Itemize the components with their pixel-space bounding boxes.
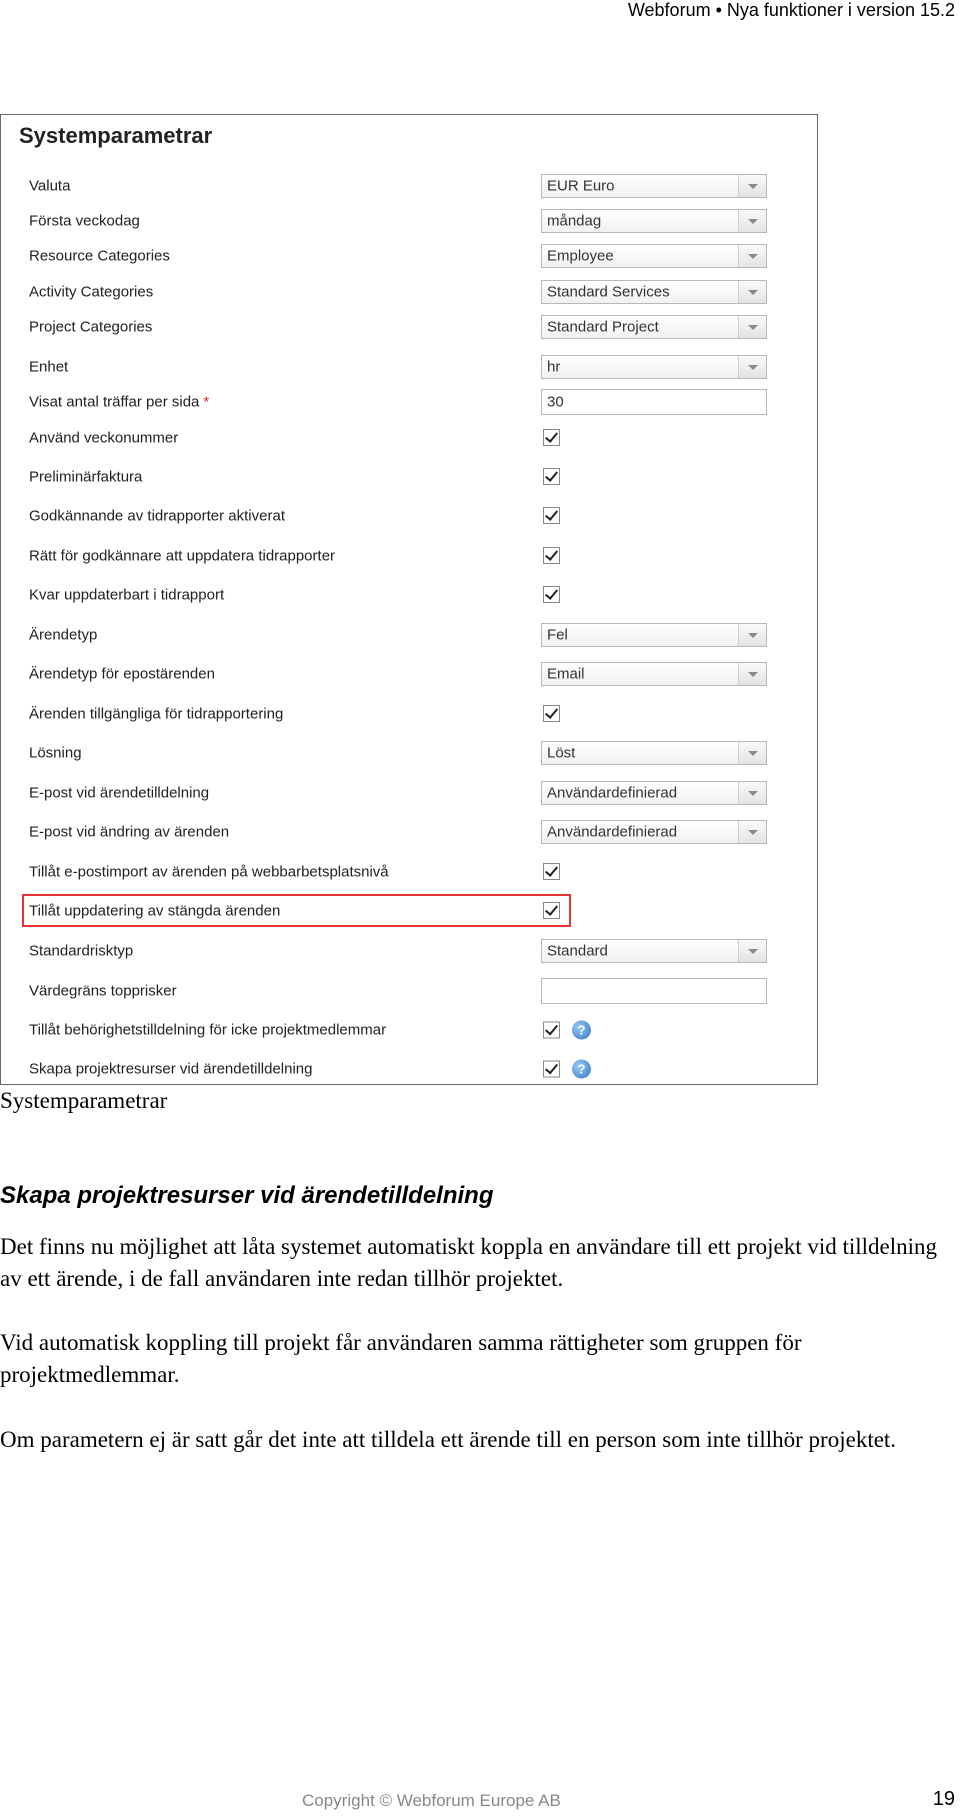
select-value: Användardefinierad <box>547 784 678 802</box>
setting-row <box>1 697 817 731</box>
setting-label: Första veckodag <box>29 212 140 230</box>
setting-control <box>541 939 767 963</box>
page-number: 19 <box>932 1788 955 1810</box>
select-value: Standard <box>547 942 608 960</box>
footer-copyright: Copyright © Webforum Europe AB <box>302 1791 561 1810</box>
select-value: Användardefinierad <box>547 823 678 841</box>
setting-checkbox[interactable] <box>543 507 560 524</box>
required-mark: * <box>203 393 210 411</box>
setting-control <box>541 781 767 805</box>
help-icon[interactable]: ? <box>572 1021 591 1040</box>
setting-label: Activity Categories <box>29 283 154 301</box>
setting-control <box>541 315 767 339</box>
setting-row <box>1 1052 817 1086</box>
chevron-down-icon[interactable] <box>738 175 766 197</box>
setting-row <box>1 894 817 928</box>
setting-checkbox[interactable] <box>543 547 560 564</box>
setting-checkbox[interactable] <box>543 1022 560 1039</box>
setting-label: Lösning <box>29 744 82 762</box>
chevron-down-icon[interactable] <box>738 940 766 962</box>
chevron-down-icon[interactable] <box>738 821 766 843</box>
setting-label: E-post vid ändring av ärenden <box>29 823 230 841</box>
setting-control <box>541 209 767 233</box>
setting-label: Tillåt uppdatering av stängda ärenden <box>29 902 281 920</box>
setting-checkbox[interactable] <box>543 468 560 485</box>
setting-text-input[interactable] <box>541 389 767 415</box>
setting-select[interactable] <box>541 315 767 339</box>
setting-label: Rätt för godkännare att uppdatera tidrapporter <box>29 547 336 565</box>
setting-row <box>1 275 817 309</box>
setting-row <box>1 239 817 273</box>
setting-checkbox[interactable] <box>543 1061 560 1078</box>
setting-row <box>1 1013 817 1047</box>
setting-select[interactable] <box>541 623 767 647</box>
setting-row <box>1 855 817 889</box>
setting-label: Preliminärfaktura <box>29 468 143 486</box>
paragraph-2: Vid automatisk koppling till projekt får användaren samma rättigheter som gruppen för projektmedlemmar. <box>0 1330 802 1387</box>
chevron-down-icon[interactable] <box>738 742 766 764</box>
setting-control <box>543 547 560 565</box>
setting-label: Standardrisktyp <box>29 942 134 960</box>
setting-control <box>541 355 767 379</box>
setting-row <box>1 421 817 455</box>
setting-select[interactable] <box>541 244 767 268</box>
setting-select[interactable] <box>541 939 767 963</box>
setting-control <box>541 623 767 647</box>
setting-label: Project Categories <box>29 318 153 336</box>
setting-label: Resource Categories <box>29 247 170 265</box>
setting-row <box>1 499 817 533</box>
setting-row <box>1 539 817 573</box>
setting-checkbox[interactable] <box>543 902 560 919</box>
text-input-value: 30 <box>547 393 564 411</box>
setting-row <box>1 310 817 344</box>
paragraph-3: Om parametern ej är satt går det inte att tilldela ett ärende till en person som inte tillhör projektet. <box>0 1427 897 1452</box>
setting-select[interactable] <box>541 174 767 198</box>
setting-control <box>541 741 767 765</box>
setting-label: Enhet <box>29 358 69 376</box>
setting-label-wrap <box>29 394 209 411</box>
select-value: måndag <box>547 212 602 230</box>
setting-row <box>1 974 817 1008</box>
page-header: Webforum • Nya funktioner i version 15.2 <box>627 0 955 20</box>
setting-control <box>543 902 560 920</box>
setting-control <box>543 1060 591 1079</box>
select-value: Löst <box>547 744 576 762</box>
setting-label: Godkännande av tidrapporter aktiverat <box>29 507 285 525</box>
setting-checkbox[interactable] <box>543 429 560 446</box>
setting-text-input[interactable] <box>541 978 767 1004</box>
select-value: Standard Services <box>547 283 670 301</box>
setting-select[interactable] <box>541 662 767 686</box>
setting-row <box>1 578 817 612</box>
select-value: EUR Euro <box>547 177 615 195</box>
setting-label: Tillåt behörighetstilldelning för icke projektmedlemmar <box>29 1021 387 1039</box>
system-parameters-screenshot <box>0 114 818 1085</box>
setting-label: Visat antal träffar per sida <box>29 393 200 411</box>
select-value: hr <box>547 358 561 376</box>
setting-select[interactable] <box>541 280 767 304</box>
select-value: Email <box>547 665 585 683</box>
setting-label: Kvar uppdaterbart i tidrapport <box>29 586 225 604</box>
setting-label: Valuta <box>29 177 71 195</box>
setting-control <box>541 662 767 686</box>
setting-label: Ärenden tillgängliga för tidrapportering <box>29 705 284 723</box>
setting-control <box>541 280 767 304</box>
setting-select[interactable] <box>541 781 767 805</box>
chevron-down-icon[interactable] <box>738 316 766 338</box>
section-title: Skapa projektresurser vid ärendetilldelning <box>0 1182 494 1209</box>
setting-row <box>1 736 817 770</box>
help-icon[interactable]: ? <box>572 1060 591 1079</box>
setting-control <box>543 586 560 604</box>
chevron-down-icon[interactable] <box>738 356 766 378</box>
chevron-down-icon[interactable] <box>738 210 766 232</box>
setting-control <box>543 507 560 525</box>
setting-label: Skapa projektresurser vid ärendetilldelning <box>29 1060 313 1078</box>
figure-caption: Systemparametrar <box>0 1088 168 1113</box>
select-value: Fel <box>547 626 568 644</box>
setting-row <box>1 385 817 419</box>
setting-select[interactable] <box>541 741 767 765</box>
setting-label: Ärendetyp <box>29 626 98 644</box>
setting-select[interactable] <box>541 355 767 379</box>
setting-control <box>543 705 560 723</box>
paragraph-1: Det finns nu möjlighet att låta systemet automatiskt koppla en användare till ett projekt vid tilldelning av ett ärende, i de fall användaren inte redan tillhör projektet. <box>0 1234 938 1291</box>
setting-row <box>1 815 817 849</box>
setting-checkbox[interactable] <box>543 586 560 603</box>
setting-label: Tillåt e-postimport av ärenden på webbarbetsplatsnivå <box>29 863 389 881</box>
setting-label: Värdegräns topprisker <box>29 982 177 1000</box>
setting-row <box>1 776 817 810</box>
setting-control <box>541 244 767 268</box>
chevron-down-icon[interactable] <box>738 245 766 267</box>
setting-row <box>1 460 817 494</box>
setting-checkbox[interactable] <box>543 705 560 722</box>
setting-label: E-post vid ärendetilldelning <box>29 784 210 802</box>
setting-control <box>543 468 560 486</box>
setting-select[interactable] <box>541 820 767 844</box>
setting-checkbox[interactable] <box>543 863 560 880</box>
setting-row <box>1 204 817 238</box>
select-value: Employee <box>547 247 614 265</box>
setting-control <box>543 1021 591 1040</box>
setting-row <box>1 934 817 968</box>
chevron-down-icon[interactable] <box>738 782 766 804</box>
system-parameters-title: Systemparametrar <box>19 123 213 148</box>
select-value: Standard Project <box>547 318 659 336</box>
setting-row <box>1 350 817 384</box>
setting-control <box>543 429 560 447</box>
setting-row <box>1 169 817 203</box>
setting-control <box>541 820 767 844</box>
chevron-down-icon[interactable] <box>738 663 766 685</box>
setting-select[interactable] <box>541 209 767 233</box>
setting-row <box>1 657 817 691</box>
setting-control <box>543 863 560 881</box>
setting-label: Ärendetyp för epostärenden <box>29 665 215 683</box>
chevron-down-icon[interactable] <box>738 624 766 646</box>
chevron-down-icon[interactable] <box>738 281 766 303</box>
setting-control <box>541 174 767 198</box>
setting-label: Använd veckonummer <box>29 429 179 447</box>
setting-control <box>541 389 767 415</box>
setting-control <box>541 978 767 1004</box>
setting-row <box>1 618 817 652</box>
